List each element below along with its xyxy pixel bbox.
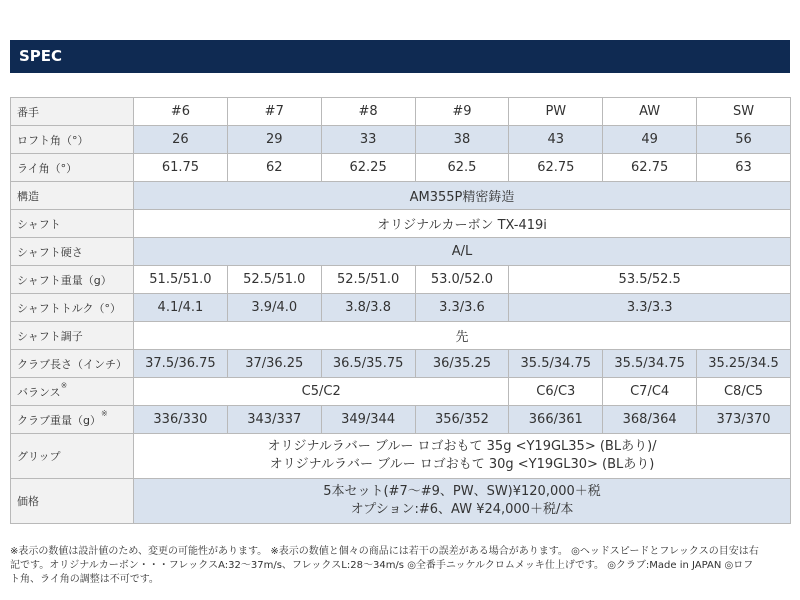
row-shaft <box>11 210 791 238</box>
footnotes <box>10 545 790 587</box>
label-shaft-weight: シャフト重量（g） <box>11 266 134 294</box>
cell: 336/330 <box>134 406 228 434</box>
row-shaft-torque <box>11 294 791 322</box>
cell: 37.5/36.75 <box>134 350 228 378</box>
row-shaft-weight <box>11 266 791 294</box>
cell: 37/36.25 <box>227 350 321 378</box>
price-line: 5本セット(#7～#9、PW、SW)¥120,000＋税 <box>323 484 601 499</box>
spec-header: SPEC <box>10 40 790 73</box>
row-lie <box>11 154 791 182</box>
grip-line: オリジナルラバー ブルー ロゴおもて 30g <Y19GL30> (BLあり) <box>269 457 655 472</box>
cell: 62 <box>227 154 321 182</box>
cell: 343/337 <box>227 406 321 434</box>
cell: AW <box>603 98 697 126</box>
row-club-length <box>11 350 791 378</box>
cell: 3.8/3.8 <box>321 294 415 322</box>
cell: #9 <box>415 98 509 126</box>
cell: 36.5/35.75 <box>321 350 415 378</box>
label-grip: グリップ <box>11 434 134 479</box>
cell: #8 <box>321 98 415 126</box>
label-shaft-torque: シャフトトルク（°） <box>11 294 134 322</box>
cell-grip <box>134 434 791 479</box>
cell: 4.1/4.1 <box>134 294 228 322</box>
row-price <box>11 479 791 524</box>
cell: C5/C2 <box>134 378 509 406</box>
cell: 62.5 <box>415 154 509 182</box>
cell: 33 <box>321 126 415 154</box>
note-mark: ※ <box>60 380 68 390</box>
label-price: 価格 <box>11 479 134 524</box>
cell: 368/364 <box>603 406 697 434</box>
cell: 373/370 <box>697 406 791 434</box>
cell: 3.9/4.0 <box>227 294 321 322</box>
price-line: オプション:#6、AW ¥24,000＋税/本 <box>350 502 574 517</box>
cell: 53.5/52.5 <box>509 266 791 294</box>
cell: 先 <box>134 322 791 350</box>
row-shaft-kick <box>11 322 791 350</box>
row-club-weight <box>11 406 791 434</box>
label-shaft: シャフト <box>11 210 134 238</box>
row-structure <box>11 182 791 210</box>
cell: 52.5/51.0 <box>321 266 415 294</box>
cell: C7/C4 <box>603 378 697 406</box>
row-number <box>11 98 791 126</box>
label-balance: バランス※ <box>11 378 134 406</box>
label-shaft-kick: シャフト調子 <box>11 322 134 350</box>
cell: 29 <box>227 126 321 154</box>
label-number: 番手 <box>11 98 134 126</box>
cell: 49 <box>603 126 697 154</box>
footnote-line: ※表示の数値は設計値のため、変更の可能性があります。 ※表示の数値と個々の商品には若干の誤差がある場合があります。 ◎ヘッドスピードとフレックスの目安は右 <box>10 546 759 557</box>
cell: C6/C3 <box>509 378 603 406</box>
cell: 56 <box>697 126 791 154</box>
cell: SW <box>697 98 791 126</box>
cell: 35.5/34.75 <box>603 350 697 378</box>
row-balance <box>11 378 791 406</box>
cell: 349/344 <box>321 406 415 434</box>
cell: 35.25/34.5 <box>697 350 791 378</box>
label-loft: ロフト角（°） <box>11 126 134 154</box>
cell: オリジナルカーボン TX-419i <box>134 210 791 238</box>
footnote-line: 記です。オリジナルカーボン・・・フレックスA:32～37m/s、フレックスL:28～34m/s ◎全番手ニッケルクロムメッキ仕上げです。 ◎クラブ:Made in JAPAN ◎ロフ <box>10 560 754 571</box>
cell: 52.5/51.0 <box>227 266 321 294</box>
label-shaft-flex: シャフト硬さ <box>11 238 134 266</box>
cell: 35.5/34.75 <box>509 350 603 378</box>
cell: #7 <box>227 98 321 126</box>
label-structure: 構造 <box>11 182 134 210</box>
cell: 43 <box>509 126 603 154</box>
cell: #6 <box>134 98 228 126</box>
label-club-weight: クラブ重量（g）※ <box>11 406 134 434</box>
cell: 62.25 <box>321 154 415 182</box>
cell: C8/C5 <box>697 378 791 406</box>
grip-line: オリジナルラバー ブルー ロゴおもて 35g <Y19GL35> (BLあり)/ <box>267 439 657 454</box>
label-lie: ライ角（°） <box>11 154 134 182</box>
footnote-line: ト角、ライ角の調整は不可です。 <box>10 574 159 585</box>
cell: 63 <box>697 154 791 182</box>
cell-price <box>134 479 791 524</box>
row-grip <box>11 434 791 479</box>
cell: 51.5/51.0 <box>134 266 228 294</box>
cell: AM355P精密鋳造 <box>134 182 791 210</box>
cell: 61.75 <box>134 154 228 182</box>
cell: 366/361 <box>509 406 603 434</box>
cell: 62.75 <box>603 154 697 182</box>
cell: 26 <box>134 126 228 154</box>
label-club-length: クラブ長さ（インチ） <box>11 350 134 378</box>
cell: 53.0/52.0 <box>415 266 509 294</box>
note-mark: ※ <box>100 408 108 418</box>
cell: 356/352 <box>415 406 509 434</box>
cell: 38 <box>415 126 509 154</box>
row-loft <box>11 126 791 154</box>
cell: 3.3/3.6 <box>415 294 509 322</box>
spec-table <box>10 97 791 524</box>
row-shaft-flex <box>11 238 791 266</box>
cell: 3.3/3.3 <box>509 294 791 322</box>
cell: A/L <box>134 238 791 266</box>
cell: PW <box>509 98 603 126</box>
cell: 62.75 <box>509 154 603 182</box>
cell: 36/35.25 <box>415 350 509 378</box>
